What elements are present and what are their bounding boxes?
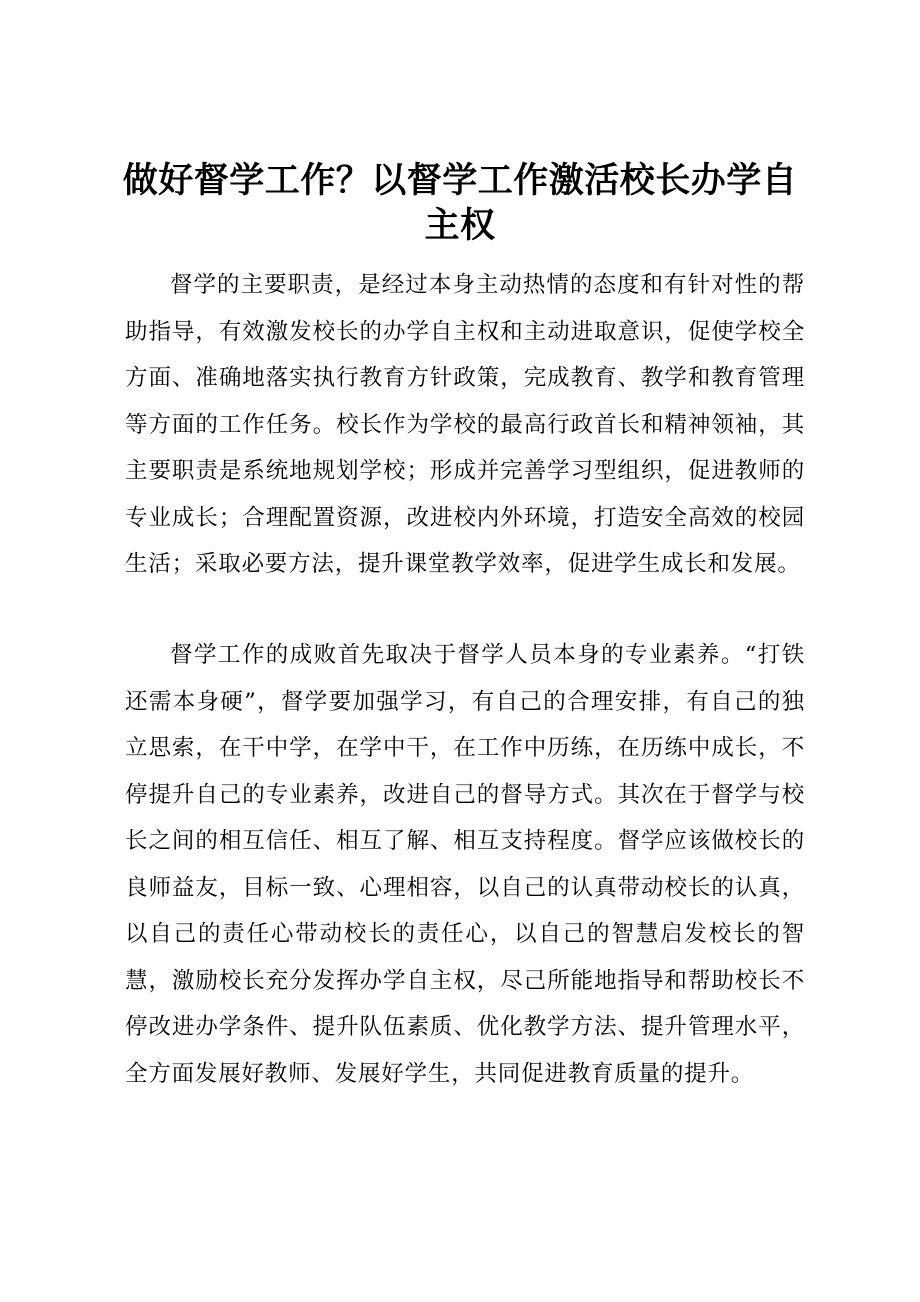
paragraph-1: 督学的主要职责，是经过本身主动热情的态度和有针对性的帮助指导，有效激发校长的办学自主权和主动进取意识，促使学校全方面、准确地落实执行教育方针政策，完成教育、教学和教育管理等方面的工作任务。校长作为学校的最高行政首长和精神领袖，其主要职责是系统地规划学校；形成并完善学习型组织，促进教师的专业成长；合理配置资源，改进校内外环境，打造安全高效的校园生活；采取必要方法，提升课堂教学效率，促进学生成长和发展。 [125,272,805,577]
paragraph-2: 督学工作的成败首先取决于督学人员本身的专业素养。“打铁还需本身硬”，督学要加强学习，有自己的合理安排，有自己的独立思索，在干中学，在学中干，在工作中历练，在历练中成长，不停提升自己的专业素养，改进自己的督导方式。其次在于督学与校长之间的相互信任、相互了解、相互支持程度。督学应该做校长的良师益友，目标一致、心理相容，以自己的认真带动校长的认真，以自己的责任心带动校长的责任心，以自己的智慧启发校长的智慧，激励校长充分发挥办学自主权，尽己所能地指导和帮助校长不停改进办学条件、提升队伍素质、优化教学方法、提升管理水平，全方面发展好教师、发展好学生，共同促进教育质量的提升。 [125,642,805,1087]
document-title: 做好督学工作？以督学工作激活校长办学自主权 [122,160,798,246]
